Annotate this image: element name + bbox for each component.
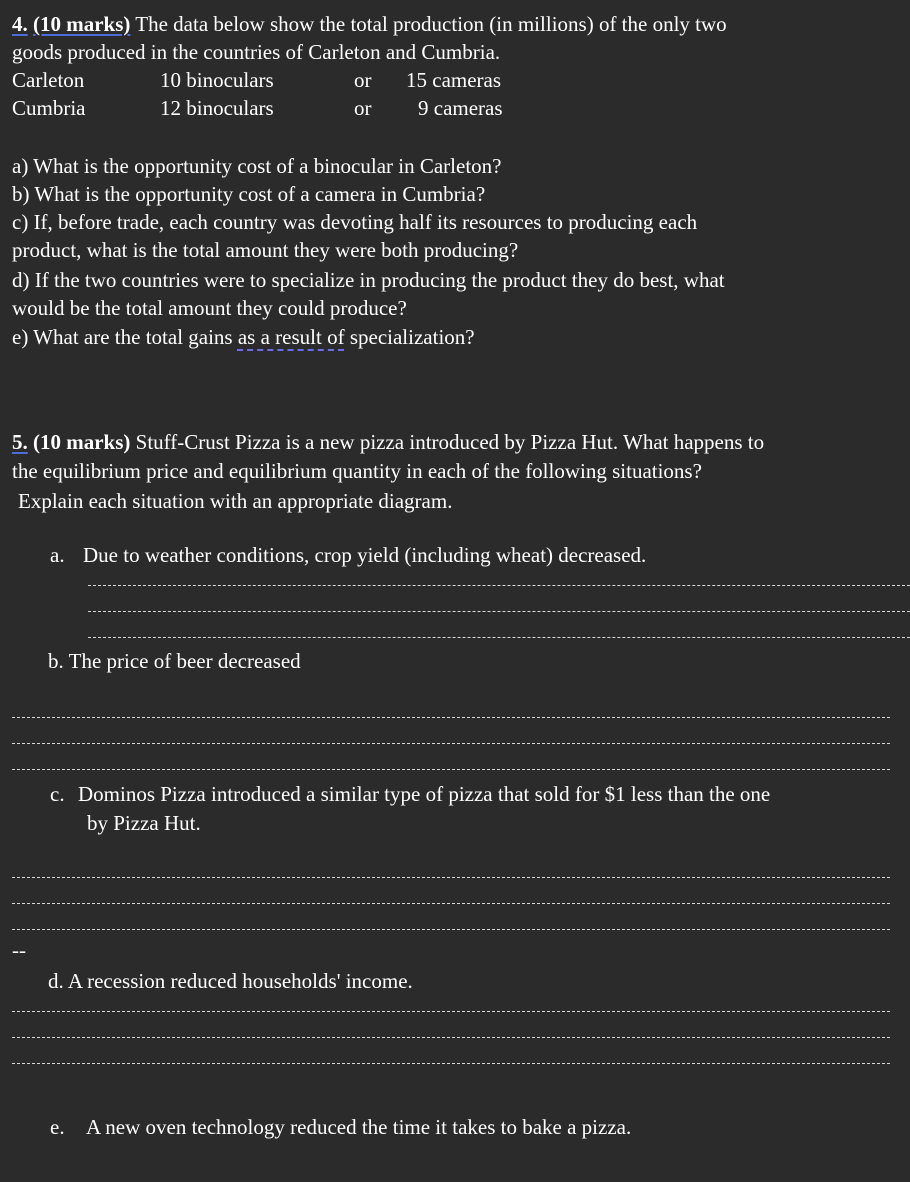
q4-part-b: b) What is the opportunity cost of a camera in Cumbria? bbox=[12, 182, 486, 206]
q5-item-a-text: Due to weather conditions, crop yield (including wheat) decreased. bbox=[83, 543, 647, 567]
q5-intro-text-1: Stuff-Crust Pizza is a new pizza introduced by Pizza Hut. What happens to bbox=[130, 430, 765, 454]
q4-part-d-line-1: d) If the two countries were to specialize in producing the product they do best, what bbox=[12, 268, 725, 292]
table-row-carleton-good2: 15 cameras bbox=[406, 68, 502, 92]
q5-marks: (10 marks) bbox=[33, 430, 131, 454]
q4-part-a: a) What is the opportunity cost of a binocular in Carleton? bbox=[12, 154, 502, 178]
q5-intro-line-1 bbox=[12, 430, 764, 455]
q4-part-e-flagged: as a result of bbox=[237, 325, 345, 349]
q4-part-c-line-2: product, what is the total amount they were both producing? bbox=[12, 238, 519, 262]
q4-part-c-line-1: c) If, before trade, each country was devoting half its resources to producing each bbox=[12, 210, 698, 234]
answer-line-c1 bbox=[12, 877, 890, 878]
stray-dashes: -- bbox=[12, 938, 26, 962]
q4-number: 4. bbox=[12, 12, 28, 36]
q4-intro-text-1: The data below show the total production (in millions) of the only two bbox=[130, 12, 727, 36]
q5-number: 5. bbox=[12, 430, 28, 454]
q5-item-c-text-2: by Pizza Hut. bbox=[87, 811, 201, 835]
q5-intro-line-2: the equilibrium price and equilibrium quantity in each of the following situations? bbox=[12, 459, 702, 483]
answer-line-b2 bbox=[12, 743, 890, 744]
q4-intro-line-1 bbox=[12, 12, 727, 37]
answer-line-d2 bbox=[12, 1037, 890, 1038]
table-row-carleton-good1: 10 binoculars bbox=[160, 68, 274, 92]
q4-part-d-line-2: would be the total amount they could produce? bbox=[12, 296, 407, 320]
q5-item-d: d. A recession reduced households' income. bbox=[48, 969, 413, 993]
answer-line-a3 bbox=[88, 637, 910, 638]
answer-line-d1 bbox=[12, 1011, 890, 1012]
q5-item-e-text: A new oven technology reduced the time it takes to bake a pizza. bbox=[86, 1115, 632, 1139]
answer-line-b3 bbox=[12, 769, 890, 770]
q5-item-a-marker: a. bbox=[50, 543, 65, 567]
q5-item-c-marker: c. bbox=[50, 782, 65, 806]
q4-part-e-pre: e) What are the total gains bbox=[12, 325, 238, 349]
table-row-carleton-or: or bbox=[354, 68, 372, 92]
answer-line-a2 bbox=[88, 611, 910, 612]
table-row-cumbria-country: Cumbria bbox=[12, 96, 86, 120]
q4-intro-line-2: goods produced in the countries of Carleton and Cumbria. bbox=[12, 40, 501, 64]
table-row-cumbria-good1: 12 binoculars bbox=[160, 96, 274, 120]
table-row-cumbria-or: or bbox=[354, 96, 372, 120]
q4-marks: (10 marks) bbox=[33, 12, 131, 36]
table-row-cumbria-good2: 9 cameras bbox=[418, 96, 503, 120]
answer-line-c3 bbox=[12, 929, 890, 930]
answer-line-a1 bbox=[88, 585, 910, 586]
q5-item-e-marker: e. bbox=[50, 1115, 65, 1139]
answer-line-b1 bbox=[12, 717, 890, 718]
q5-item-c-text-1: Dominos Pizza introduced a similar type of pizza that sold for $1 less than the one bbox=[78, 782, 771, 806]
table-row-carleton-country: Carleton bbox=[12, 68, 85, 92]
q4-part-e-post: specialization? bbox=[344, 325, 475, 349]
answer-line-c2 bbox=[12, 903, 890, 904]
answer-line-d3 bbox=[12, 1063, 890, 1064]
q5-item-b: b. The price of beer decreased bbox=[48, 649, 301, 673]
q4-part-e bbox=[12, 325, 475, 350]
q5-intro-line-3: Explain each situation with an appropriate diagram. bbox=[18, 489, 453, 513]
